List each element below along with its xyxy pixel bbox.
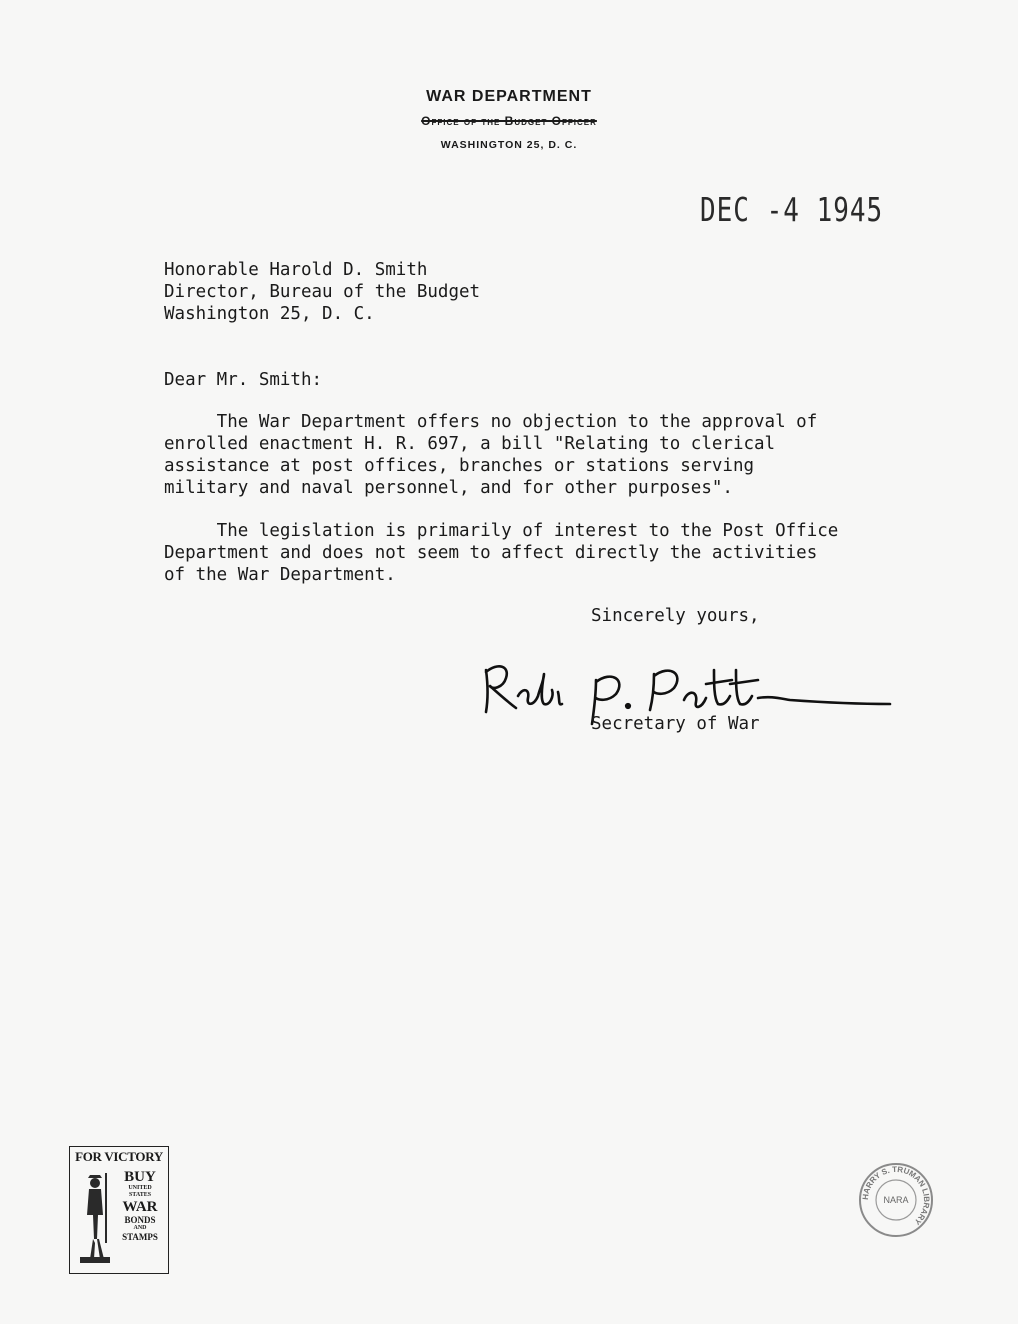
body-line: The War Department offers no objection to the approval of [164,412,818,432]
bond-bonds: BONDS [124,1215,156,1225]
bond-war: WAR [122,1199,158,1215]
letterhead-office-struck: Office of the Budget Officer [421,114,597,128]
archive-seal-icon [856,1160,936,1240]
bond-stamps: STAMPS [122,1232,158,1242]
salutation: Dear Mr. Smith: [164,370,323,390]
war-bonds-stamp [69,1146,169,1274]
body-line: The legislation is primarily of interest to the Post Office [164,521,839,541]
closing: Sincerely yours, [591,606,760,626]
bond-buy: BUY [124,1169,156,1185]
body-paragraph-2 [164,520,838,586]
letterhead-city: WASHINGTON 25, D. C. [440,139,578,151]
recipient-address [164,259,480,325]
body-paragraph-1 [164,411,817,499]
body-line: enrolled enactment H. R. 697, a bill "Relating to clerical [164,434,776,454]
recipient-line: Director, Bureau of the Budget [164,282,481,302]
bond-stamp-text [114,1169,166,1242]
body-line: Department and does not seem to affect directly the activities [164,543,818,563]
bond-states: STATES [128,1192,152,1198]
bond-united: UNITED [128,1185,152,1191]
minuteman-icon [76,1169,114,1265]
date-stamp: DEC -4 1945 [700,192,884,230]
letterhead-department: WAR DEPARTMENT [426,88,592,105]
recipient-line: Washington 25, D. C. [164,304,375,324]
seal-center-text: NARA [883,1195,909,1205]
body-line: assistance at post offices, branches or stations serving [164,456,755,476]
bond-stamp-top: FOR VICTORY [75,1149,163,1164]
recipient-line: Honorable Harold D. Smith [164,260,428,280]
bond-and: AND [133,1225,147,1231]
signer-title: Secretary of War [591,714,760,734]
body-line: military and naval personnel, and for other purposes". [164,478,733,498]
seal-ring-text: HARRY S. TRUMAN LIBRARY [860,1164,932,1227]
body-line: of the War Department. [164,565,396,585]
